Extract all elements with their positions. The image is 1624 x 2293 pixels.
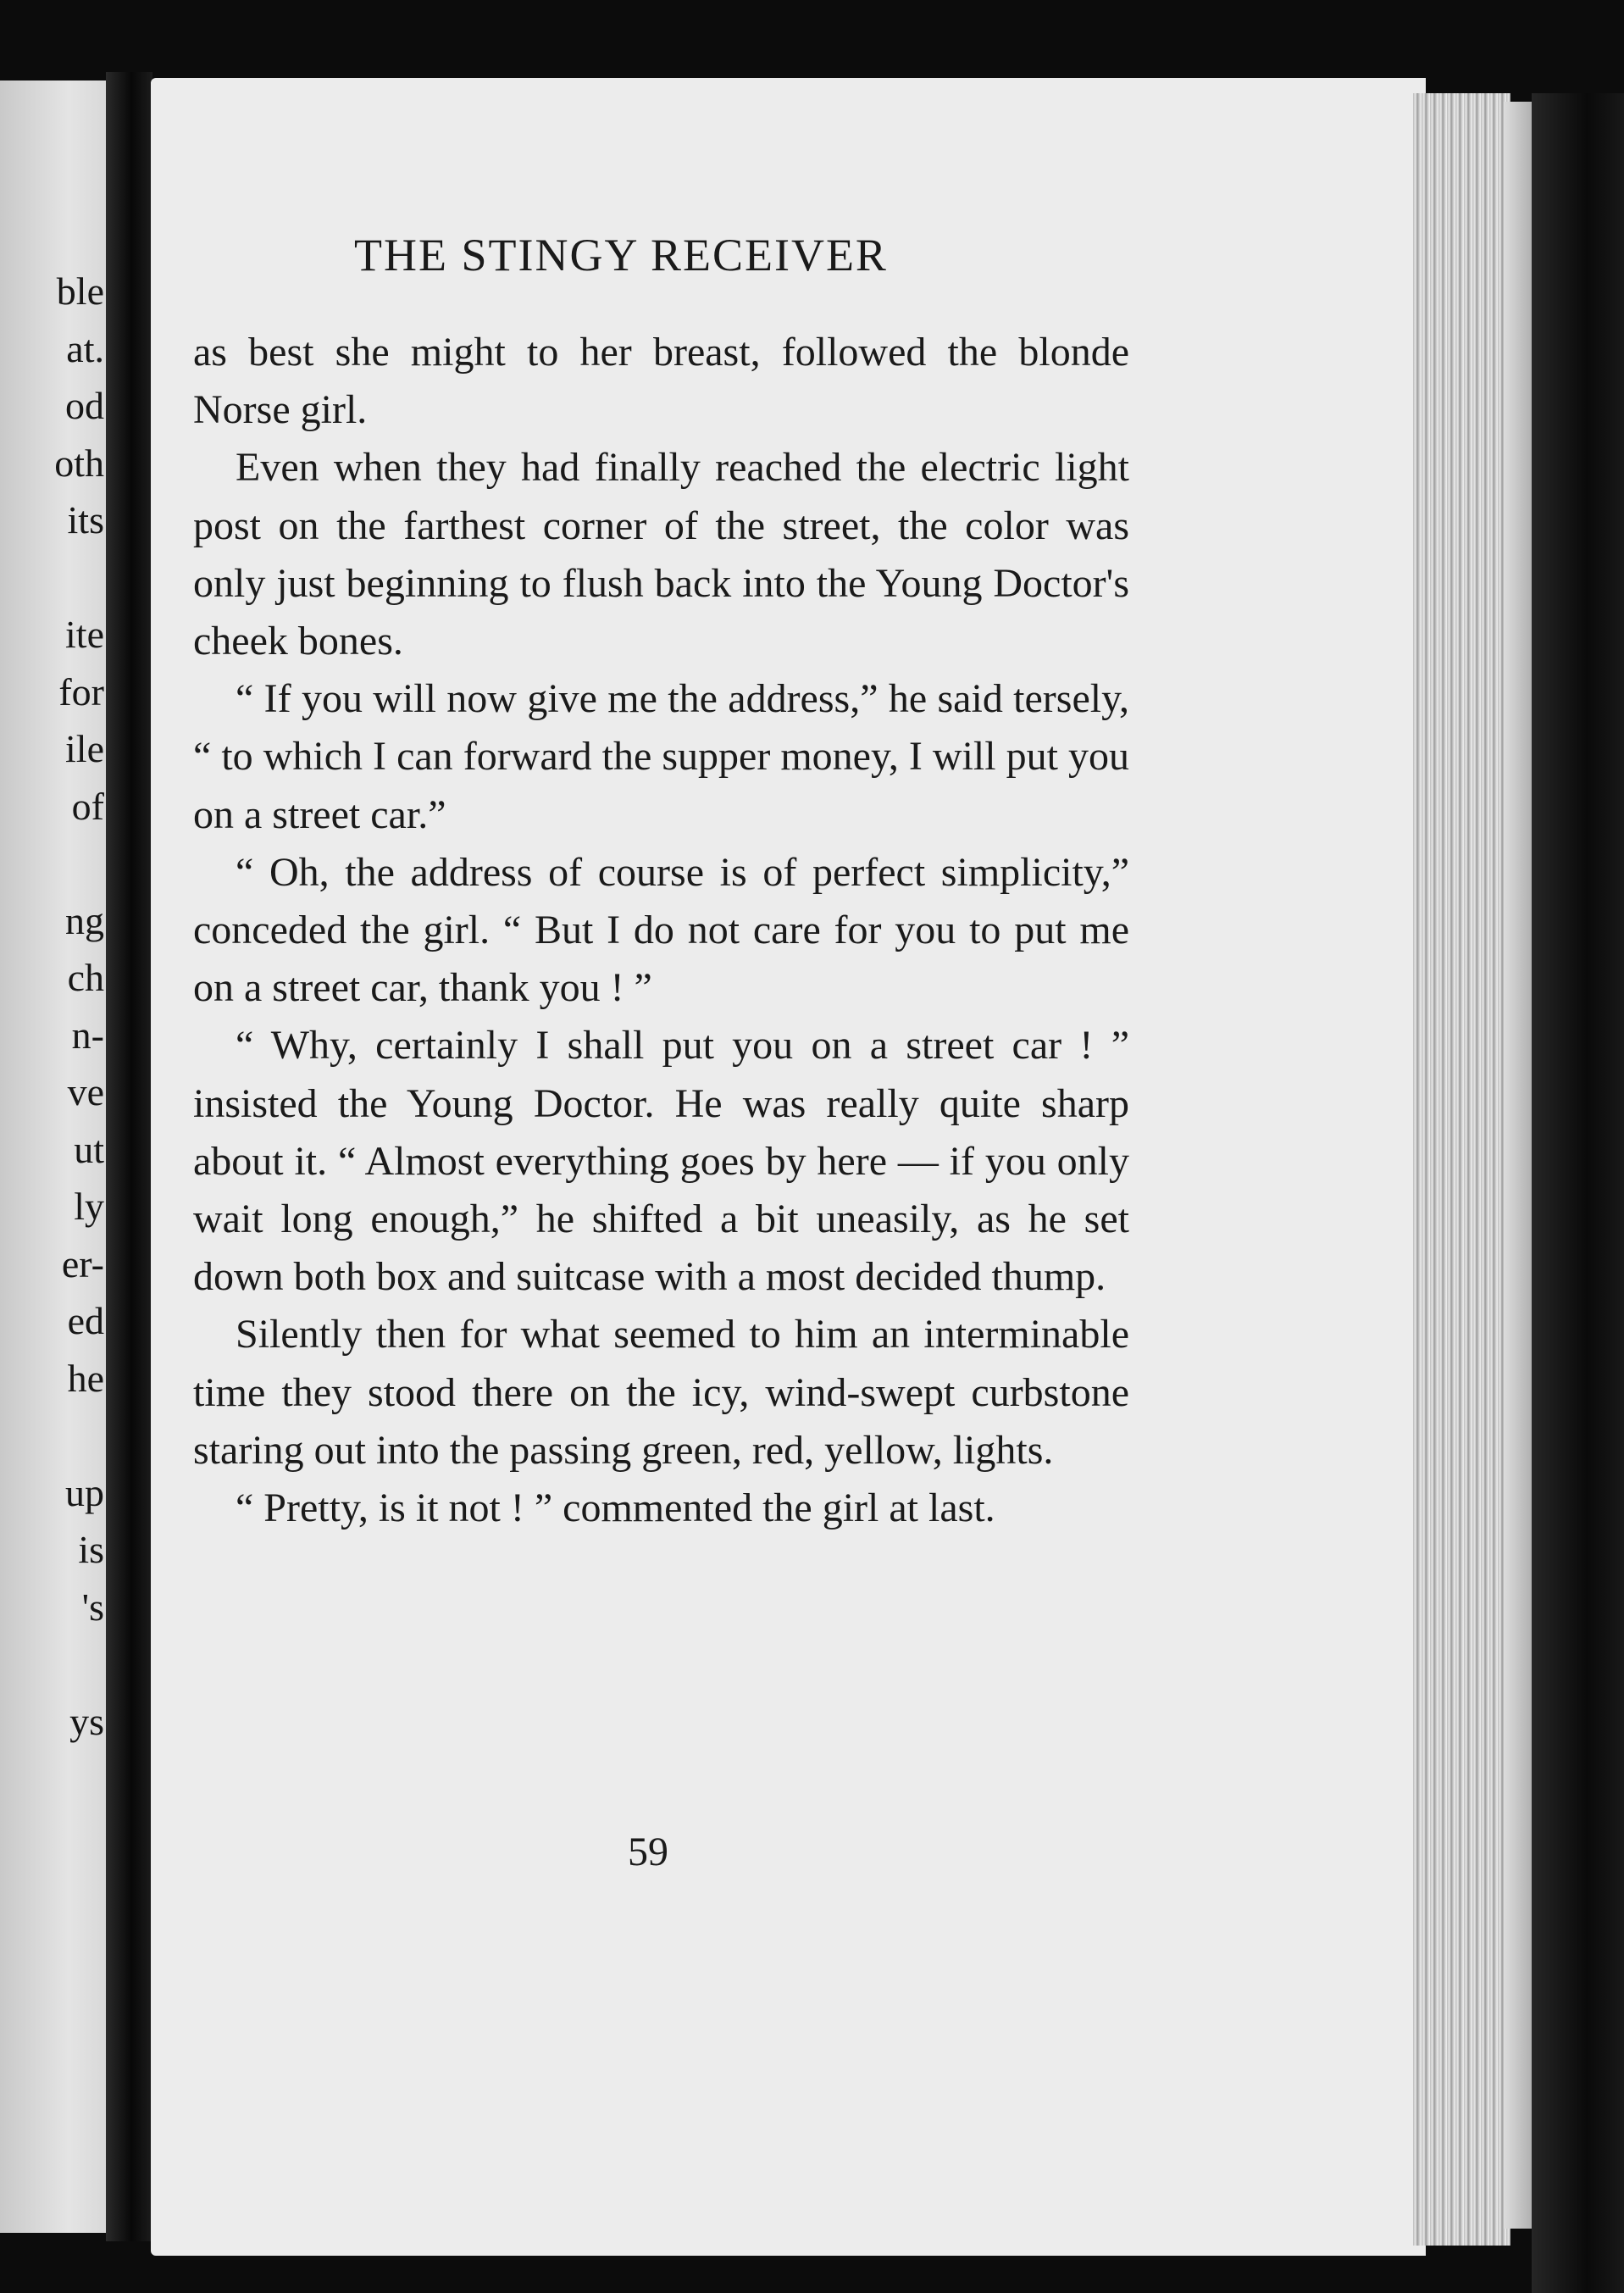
- running-head: THE STINGY RECEIVER: [354, 230, 888, 280]
- left-page-fragment: 's: [81, 1585, 104, 1629]
- page-edges: [1413, 93, 1510, 2246]
- paragraph: “ Oh, the address of course is of perfect simplicity,” conceded the girl. “ But I do not care for you to put me on a street car, thank you ! ”: [193, 849, 1129, 1011]
- left-page-text-fragments: [0, 81, 114, 2233]
- left-page-fragment: ch: [67, 956, 104, 999]
- page-number: 59: [628, 1829, 668, 1874]
- left-page-fragment: ve: [67, 1070, 104, 1113]
- left-page-fragment: ly: [74, 1185, 104, 1228]
- book-binding: [1532, 93, 1624, 2293]
- paragraph: “ Pretty, is it not ! ” commented the girl at last.: [236, 1485, 995, 1531]
- left-page-fragment: ed: [67, 1299, 104, 1342]
- left-page-fragment: is: [78, 1528, 104, 1571]
- left-page-fragment: for: [58, 669, 104, 713]
- paragraph: “ Why, certainly I shall put you on a street car ! ” insisted the Young Doctor. He was really quite sharp about it. “ Almost everything goes by here — if you only wait long enough,” he shifted a bit uneasily, as he set down both box and suitcase with a most decided thump.: [193, 1023, 1129, 1300]
- left-page-fragment: ys: [69, 1699, 104, 1743]
- body-text: [193, 324, 1129, 1537]
- left-page-fragment: oth: [54, 441, 104, 485]
- left-page-fragment: ut: [74, 1127, 104, 1171]
- paragraph: Silently then for what seemed to him an interminable time they stood there on the icy, wind-swept curbstone staring out into the passing green, red, yellow, lights.: [193, 1312, 1129, 1473]
- left-page-fragment: of: [71, 784, 104, 828]
- left-page-fragment: n-: [71, 1013, 104, 1057]
- paragraph: “ If you will now give me the address,” he said tersely, “ to which I can forward the supper money, I will put you on a street car.”: [193, 676, 1129, 837]
- paragraph: Even when they had finally reached the electric light post on the farthest corner of the street, the color was only just beginning to flush back into the Young Doctor's cheek bones.: [193, 445, 1129, 664]
- left-page-fragment: ble: [56, 269, 104, 313]
- left-page-fragment: od: [65, 384, 104, 427]
- paragraph: as best she might to her breast, followed the blonde Norse girl.: [193, 330, 1129, 433]
- left-gutter: [106, 72, 152, 2241]
- left-page-fragment: ile: [65, 727, 104, 770]
- left-page-fragment: er-: [61, 1241, 104, 1285]
- left-page-fragment: ng: [65, 898, 104, 942]
- left-page-fragment: at.: [66, 326, 104, 370]
- left-facing-page: [0, 81, 114, 2233]
- left-page-fragment: up: [65, 1470, 104, 1514]
- left-page-fragment: he: [67, 1356, 104, 1400]
- left-page-fragment: ite: [65, 613, 104, 656]
- left-page-fragment: its: [67, 498, 104, 541]
